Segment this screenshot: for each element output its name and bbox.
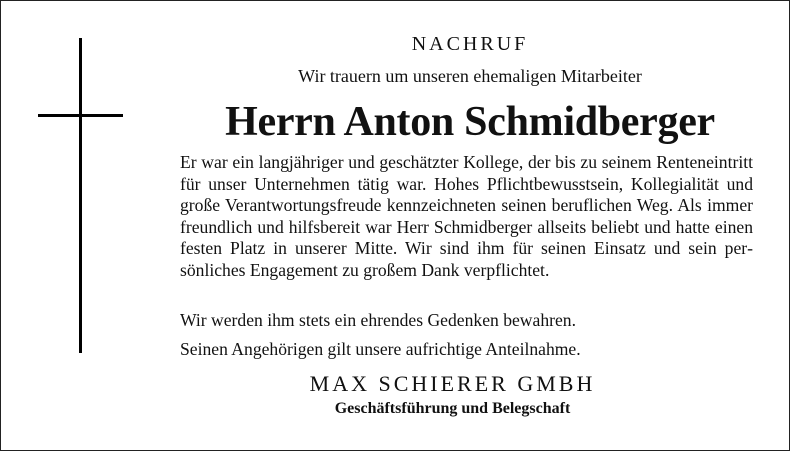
deceased-name: Herrn Anton Schmidberger [225,99,715,145]
condolence-line: Seinen Angehörigen gilt unsere aufrichtige Anteilnahme. [180,339,581,359]
notice-intro: Wir trauern um unseren ehemaligen Mitarbeiter [298,66,642,86]
notice-body: Er war ein langjähriger und geschätzter Kollege, der bis zu seinem Renteneintritt für unser Unternehmen tätig war. Hohes Pflichtbewusstsein, Kollegialität und große Verantwortungsfreude kennzeichneten seinen beruflichen Weg. Als immer freundlich und hilfsbereit war Herr Schmidberger allseits beliebt und hatte einen festen Platz in unserer Mitte. Wir sind ihm für seinen Einsatz und sein persönliches Engagement zu großem Dank verpflichtet. [180,152,753,280]
cross-vertical-bar [79,38,82,353]
cross-horizontal-bar [38,114,123,117]
signoff-line: Geschäftsführung und Belegschaft [334,400,571,417]
notice-heading: NACHRUF [411,33,529,55]
company-name: MAX SCHIERER GMBH [309,371,596,396]
remembrance-line: Wir werden ihm stets ein ehrendes Gedenken bewahren. [180,310,576,330]
